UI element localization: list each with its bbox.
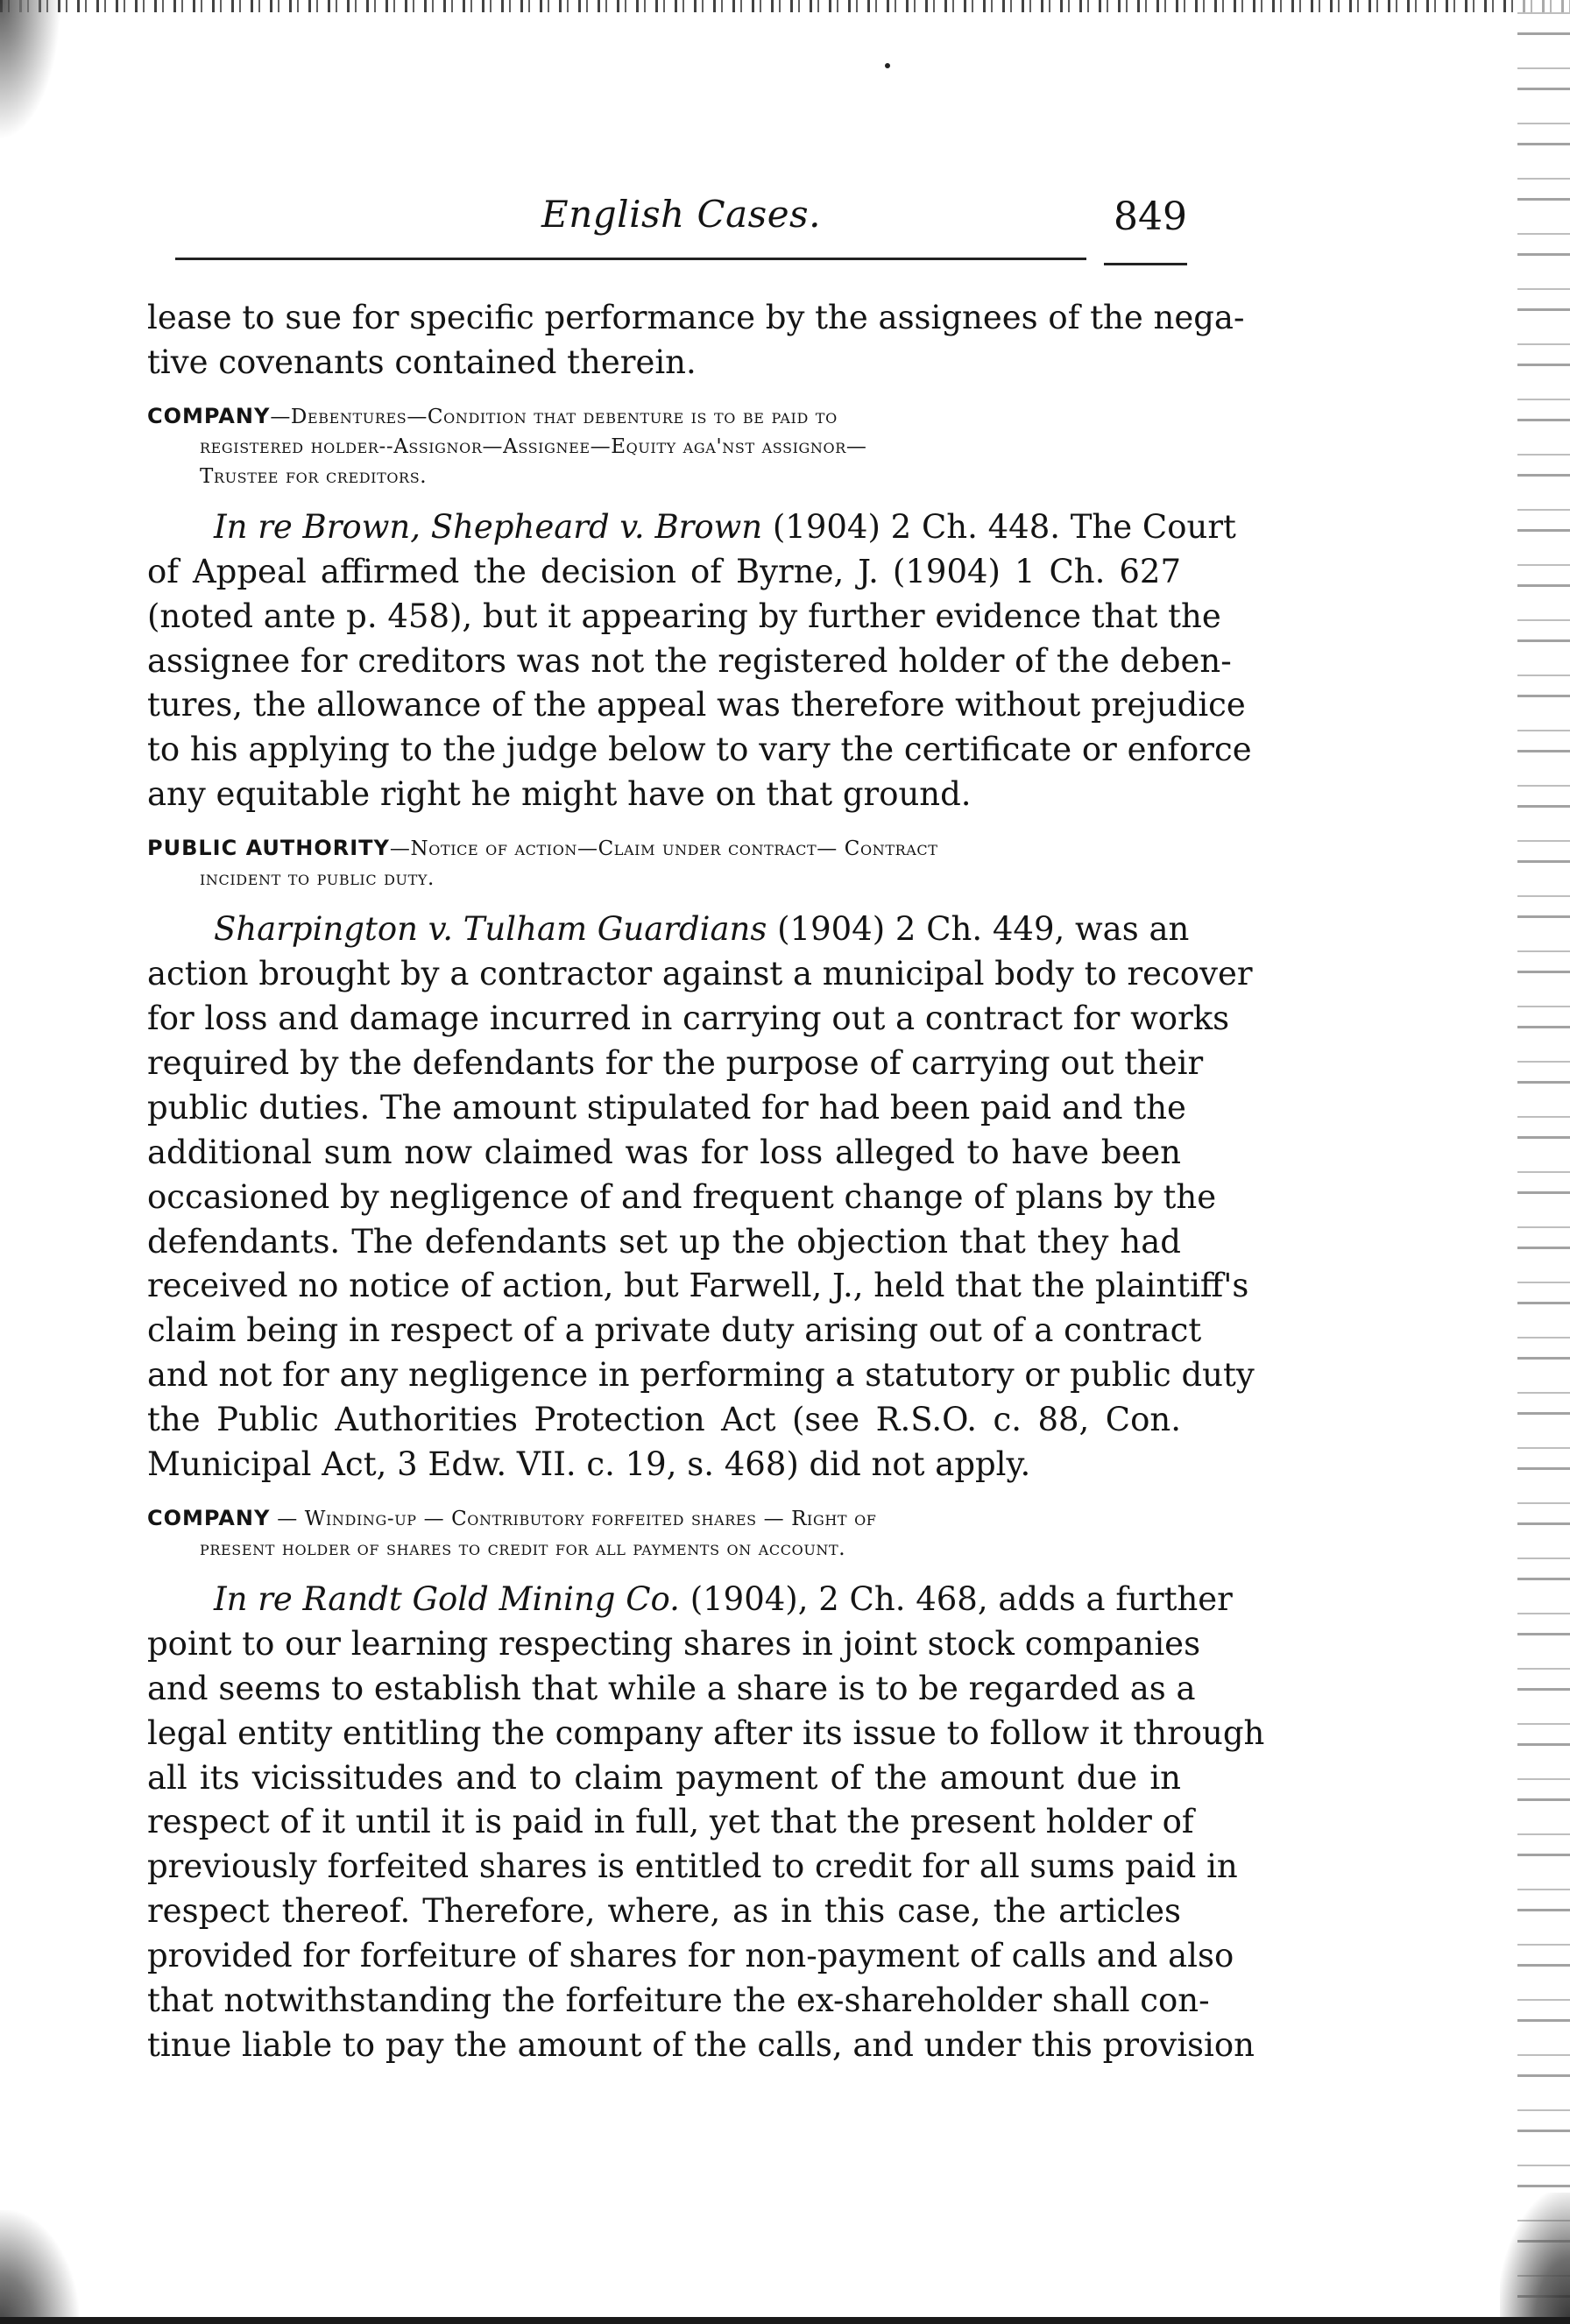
line-text: respect thereof. Therefore, where, as in this case, the articles [147,1892,1181,1931]
line-text: action brought by a contractor against a municipal body to recover [147,955,1253,993]
page-number-rule [1104,263,1187,265]
case-name: In re Randt Gold Mining Co. [214,1579,680,1618]
line-text: and not for any negligence in performing a statutory or public duty [147,1356,1255,1395]
paragraph-line [147,1131,1181,1176]
heading-lead: COMPANY [147,403,271,428]
line-text: required by the defendants for the purpose of carrying out their [147,1043,1204,1082]
paragraph-line [147,1578,1233,1622]
paragraph-line [147,952,1253,997]
heading-lead: COMPANY [147,1505,271,1530]
line-text: received no notice of action, but Farwell, J., held that the plaintiff's [147,1267,1249,1305]
line-text: previously forfeited shares is entitled to credit for all sums paid in [147,1847,1238,1886]
heading-line [147,462,1181,491]
paragraph-line [147,1800,1194,1845]
paragraph-line [147,728,1252,773]
paragraph-line [147,1309,1202,1353]
paragraph-line [147,1712,1265,1756]
paragraph-line [147,1756,1181,1801]
line-text: for loss and damage incurred in carrying out a contract for works [147,999,1230,1037]
case-name: In re Brown, Shepheard v. Brown [214,507,763,546]
paragraph [147,1578,1265,2068]
paragraph-line [147,997,1230,1042]
paragraph-line [147,1042,1204,1086]
line-text: tures, the allowance of the appeal was therefore without prejudice [147,686,1246,724]
heading-text: Trustee for creditors. [200,464,428,488]
line-text: that notwithstanding the forfeiture the ex-shareholder shall con- [147,1981,1210,2020]
line-text: any equitable right he might have on that ground. [147,775,972,814]
line-text: lease to sue for specific performance by the assignees of the nega- [147,299,1245,336]
paragraph-line [147,550,1181,595]
paragraph-line [147,1845,1238,1890]
paragraph [147,505,1252,817]
paragraph-line [147,1622,1201,1667]
line-text: all its vicissitudes and to claim payment of the amount due in [147,1758,1181,1797]
page-body [147,296,1265,2068]
line-text: respect of it until it is paid in full, yet that the present holder of [147,1803,1194,1841]
line-text: and seems to establish that while a share is to be regarded as a [147,1669,1196,1707]
case-heading [147,833,1181,894]
case-heading [147,401,1181,491]
paragraph [147,296,1245,385]
paragraph-line [147,1890,1181,1934]
line-text: Municipal Act, 3 Edw. VII. c. 19, s. 468) did not apply. [147,1445,1031,1484]
paragraph-line [147,505,1236,550]
paragraph-line [147,1220,1181,1265]
heading-line [147,401,1181,432]
paragraph-line [147,1176,1217,1220]
line-text: to his applying to the judge below to vary the certificate or enforce [147,731,1252,769]
heading-line [147,1534,1181,1564]
paragraph-line [147,773,1181,817]
heading-line [147,833,1181,864]
scan-edge-bottom [0,2317,1570,2324]
line-text: additional sum now claimed was for loss alleged to have been [147,1133,1181,1171]
paragraph-line [147,296,1245,341]
paragraph-line [147,1934,1234,1979]
heading-lead: PUBLIC AUTHORITY [147,836,390,861]
line-text: of Appeal affirmed the decision of Byrne, J. (1904) 1 Ch. 627 [147,552,1181,590]
line-text: tinue liable to pay the amount of the calls, and under this provision [147,2026,1255,2064]
paragraph-line [147,908,1190,952]
line-text: (1904) 2 Ch. 449, was an [767,910,1190,949]
heading-text: registered holder--Assignor—Assignee—Equity aga'nst assignor— [200,434,867,458]
scan-edge-corner [0,0,61,140]
heading-line [147,1503,1181,1534]
page-number: 849 [1114,194,1187,239]
paragraph-line [147,1264,1249,1309]
header-rule [175,258,1086,260]
line-text: legal entity entitling the company after its issue to follow it through [147,1713,1265,1752]
line-text: tive covenants contained therein. [147,343,697,381]
paragraph-line [147,683,1246,728]
heading-text: —Notice of action—Claim under contract— Contract [389,837,938,861]
heading-text: incident to public duty. [200,867,435,891]
heading-text: —Debentures—Condition that debenture is to be paid to [270,405,838,428]
paragraph-line [147,595,1221,639]
scan-edge-right [1517,0,1570,2324]
scan-edge-top [0,0,1570,12]
heading-text: present holder of shares to credit for all payments on account. [200,1536,846,1560]
paragraph-line [147,1667,1196,1712]
line-text: point to our learning respecting shares in joint stock companies [147,1624,1201,1663]
line-text: defendants. The defendants set up the objection that they had [147,1222,1181,1261]
line-text: (1904), 2 Ch. 468, adds a further [679,1579,1233,1618]
scan-edge-corner [0,2210,79,2324]
running-head [175,191,1187,254]
scan-speck [885,63,890,68]
paragraph-line [147,1086,1186,1131]
paragraph-line [147,341,1181,385]
paragraph-line [147,2024,1255,2068]
case-name: Sharpington v. Tulham Guardians [214,910,767,949]
line-text: (noted ante p. 458), but it appearing by further evidence that the [147,597,1221,635]
heading-text: — Winding-up — Contributory forfeited shares — Right of [270,1507,877,1530]
case-heading [147,1503,1181,1564]
heading-line [147,432,1181,462]
paragraph [147,908,1255,1487]
heading-line [147,864,1181,894]
paragraph-line [147,1443,1181,1487]
line-text: the Public Authorities Protection Act (see R.S.O. c. 88, Con. [147,1401,1181,1439]
running-title: English Cases. [541,193,821,236]
line-text: public duties. The amount stipulated for had been paid and the [147,1088,1186,1127]
line-text: assignee for creditors was not the registered holder of the deben- [147,641,1232,680]
paragraph-line [147,1398,1181,1443]
line-text: occasioned by negligence of and frequent change of plans by the [147,1177,1217,1216]
paragraph-line [147,639,1232,684]
line-text: provided for forfeiture of shares for non-payment of calls and also [147,1937,1234,1975]
scan-edge-corner [1500,2193,1570,2324]
line-text: (1904) 2 Ch. 448. The Court [762,507,1236,546]
paragraph-line [147,1979,1210,2024]
line-text: claim being in respect of a private duty arising out of a contract [147,1311,1202,1350]
paragraph-line [147,1353,1255,1398]
